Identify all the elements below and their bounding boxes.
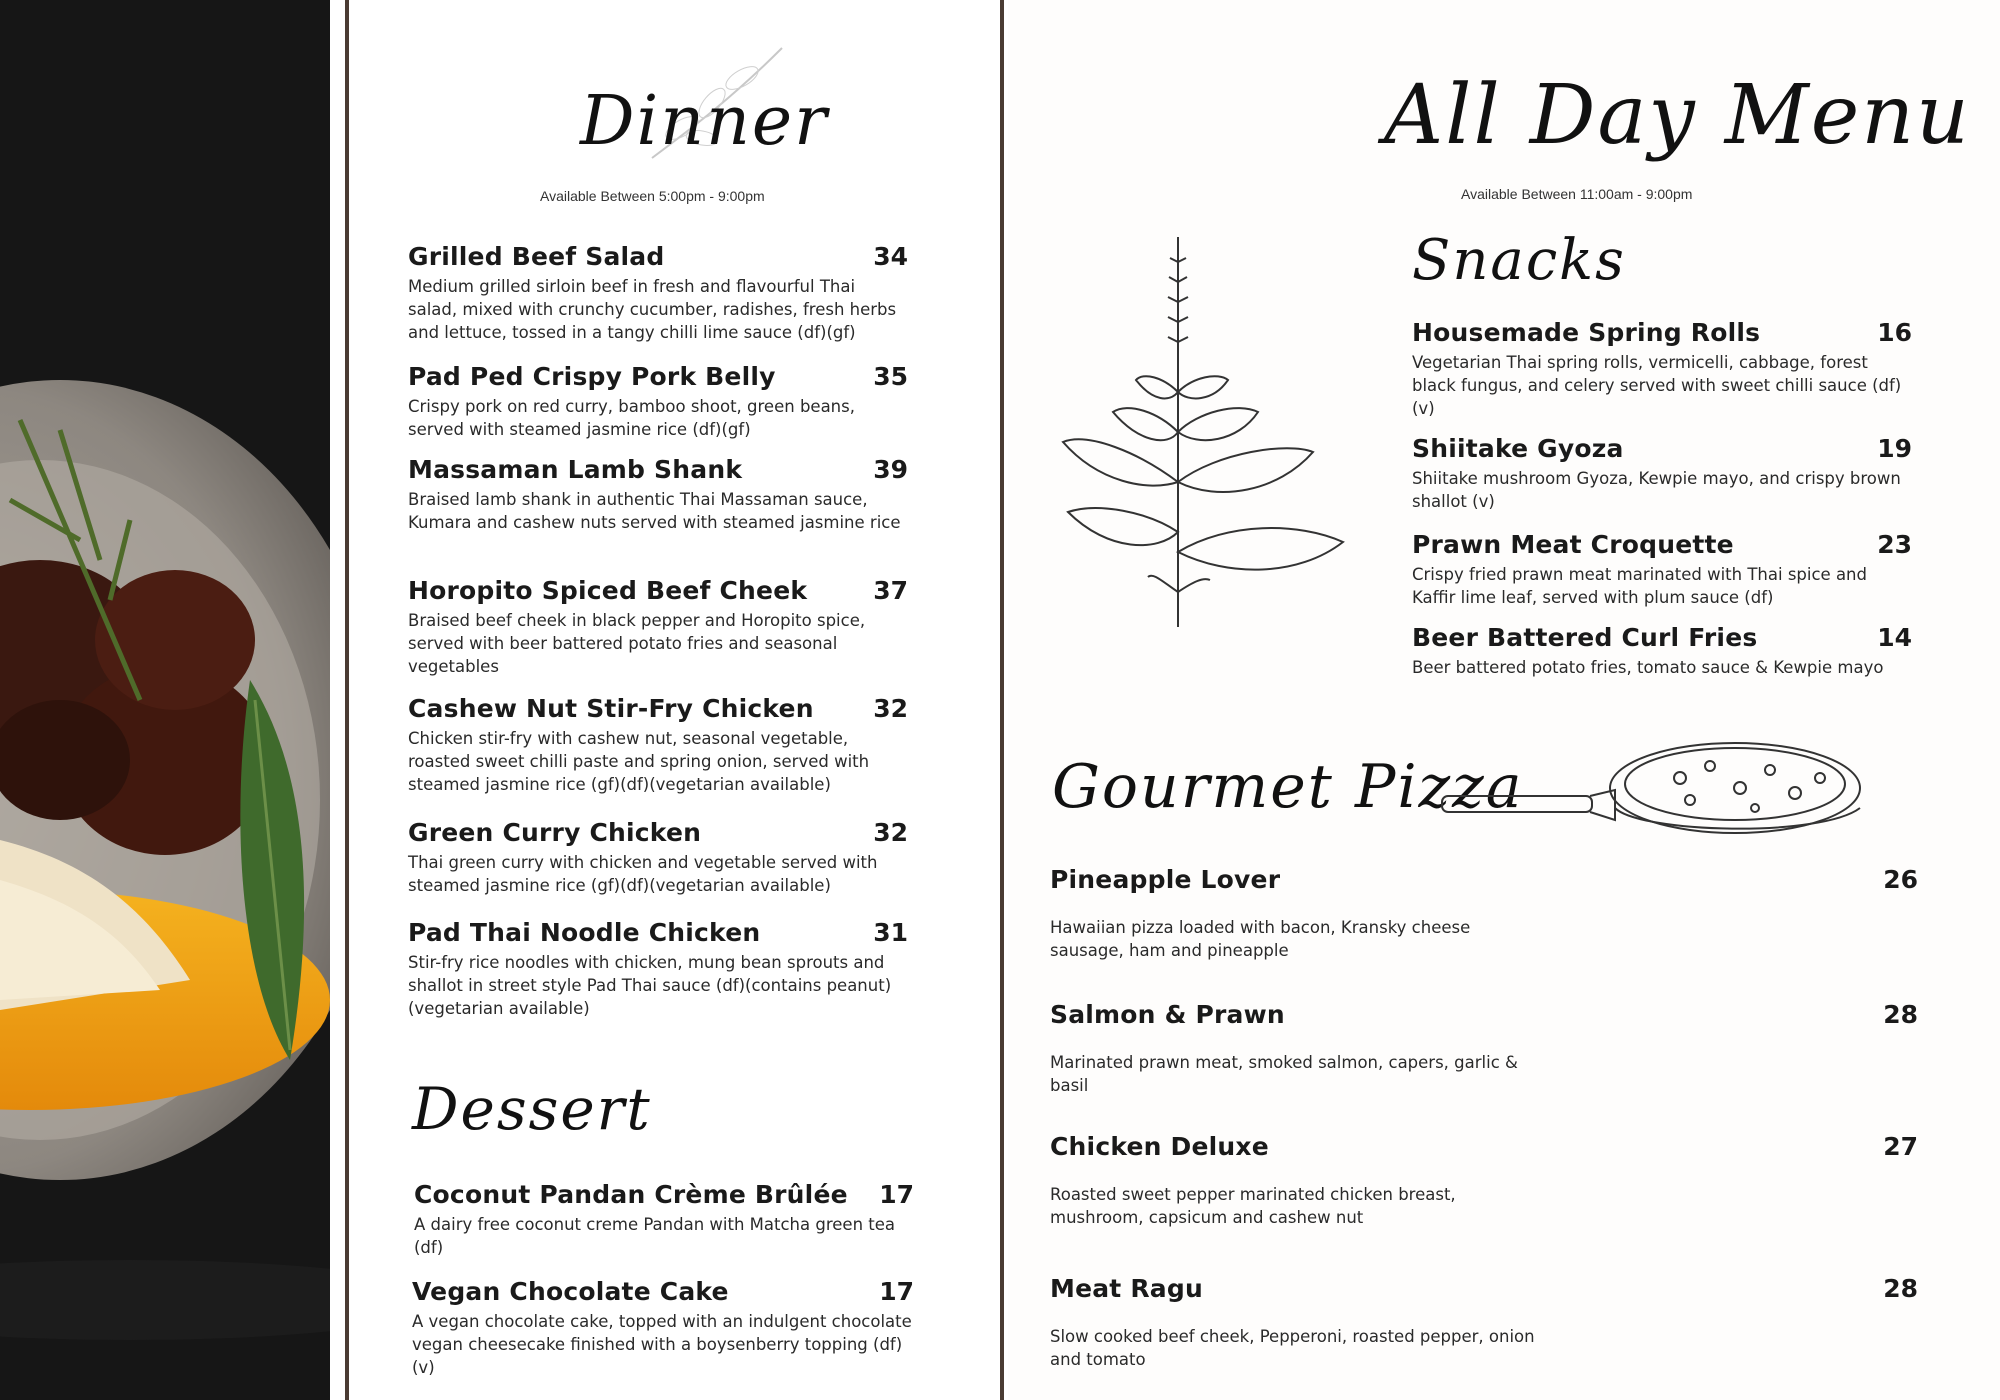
item-price: 28 <box>1883 1274 1918 1303</box>
menu-item <box>1412 434 1912 513</box>
center-divider <box>1000 0 1004 1400</box>
item-price: 32 <box>873 694 908 723</box>
item-name: Prawn Meat Croquette <box>1412 530 1734 559</box>
item-description: Thai green curry with chicken and vegetable served with steamed jasmine rice (gf)(df)(vegetarian available) <box>408 853 878 895</box>
item-description: Crispy pork on red curry, bamboo shoot, green beans, served with steamed jasmine rice (df)(gf) <box>408 397 855 439</box>
dinner-panel <box>352 0 1000 1400</box>
menu-item <box>1412 623 1912 679</box>
item-name: Housemade Spring Rolls <box>1412 318 1761 347</box>
menu-item <box>1050 1274 1918 1371</box>
dessert-title: Dessert <box>412 1075 652 1143</box>
item-price: 27 <box>1883 1132 1918 1161</box>
menu-item <box>408 918 908 1020</box>
item-description: Braised lamb shank in authentic Thai Massaman sauce, Kumara and cashew nuts served with steamed jasmine rice <box>408 490 901 532</box>
all-day-panel <box>1008 0 2000 1400</box>
menu-item <box>414 1180 914 1259</box>
item-name: Pad Thai Noodle Chicken <box>408 918 761 947</box>
all-day-availability: Available Between 11:00am - 9:00pm <box>1461 186 1693 202</box>
item-price: 28 <box>1883 1000 1918 1029</box>
food-photo <box>0 0 330 1400</box>
item-name: Vegan Chocolate Cake <box>412 1277 729 1306</box>
item-name: Massaman Lamb Shank <box>408 455 743 484</box>
item-description: Crispy fried prawn meat marinated with Thai spice and Kaffir lime leaf, served with plum sauce (df) <box>1412 565 1867 607</box>
menu-item <box>408 242 908 344</box>
item-description: Medium grilled sirloin beef in fresh and flavourful Thai salad, mixed with crunchy cucumber, radishes, fresh herbs and lettuce, tossed in a tangy chilli lime sauce (df)(gf) <box>408 277 897 342</box>
menu-item <box>408 694 908 796</box>
item-description: Hawaiian pizza loaded with bacon, Kransky cheese sausage, ham and pineapple <box>1050 918 1471 960</box>
item-description: A dairy free coconut creme Pandan with Matcha green tea (df) <box>414 1215 895 1257</box>
menu-item <box>408 362 908 441</box>
item-name: Grilled Beef Salad <box>408 242 665 271</box>
beef-cheek-dish-illustration <box>0 0 330 1400</box>
item-price: 39 <box>873 455 908 484</box>
item-price: 34 <box>873 242 908 271</box>
item-description: Braised beef cheek in black pepper and Horopito spice, served with beer battered potato fries and seasonal vegetables <box>408 611 866 676</box>
item-description: Roasted sweet pepper marinated chicken breast, mushroom, capsicum and cashew nut <box>1050 1185 1456 1227</box>
item-name: Green Curry Chicken <box>408 818 702 847</box>
dinner-title: Dinner <box>580 82 829 161</box>
item-description: Shiitake mushroom Gyoza, Kewpie mayo, and crispy brown shallot (v) <box>1412 469 1901 511</box>
item-description: Vegetarian Thai spring rolls, vermicelli, cabbage, forest black fungus, and celery served with sweet chilli sauce (df) (v) <box>1412 353 1902 418</box>
menu-item <box>412 1277 914 1379</box>
item-price: 32 <box>873 818 908 847</box>
item-name: Meat Ragu <box>1050 1274 1203 1303</box>
dinner-availability: Available Between 5:00pm - 9:00pm <box>540 188 765 204</box>
left-divider <box>345 0 349 1400</box>
menu-item <box>1412 318 1912 420</box>
item-description: Marinated prawn meat, smoked salmon, capers, garlic & basil <box>1050 1053 1518 1095</box>
item-description: Stir-fry rice noodles with chicken, mung bean sprouts and shallot in street style Pad Thai sauce (df)(contains peanut)(vegetarian available) <box>408 953 892 1018</box>
item-name: Cashew Nut Stir-Fry Chicken <box>408 694 814 723</box>
menu-item <box>408 576 908 678</box>
item-price: 16 <box>1877 318 1912 347</box>
item-name: Beer Battered Curl Fries <box>1412 623 1758 652</box>
item-name: Shiitake Gyoza <box>1412 434 1624 463</box>
item-description: Beer battered potato fries, tomato sauce & Kewpie mayo <box>1412 658 1884 677</box>
menu-item <box>1050 1132 1918 1229</box>
snacks-title: Snacks <box>1412 228 1626 293</box>
item-description: Chicken stir-fry with cashew nut, seasonal vegetable, roasted sweet chilli paste and spring onion, served with steamed jasmine rice (gf)(df)(vegetarian available) <box>408 729 870 794</box>
menu-item <box>408 818 908 897</box>
all-day-title: All Day Menu <box>1384 68 1971 163</box>
item-price: 26 <box>1883 865 1918 894</box>
item-price: 17 <box>879 1277 914 1306</box>
item-description: Slow cooked beef cheek, Pepperoni, roasted pepper, onion and tomato <box>1050 1327 1535 1369</box>
item-price: 37 <box>873 576 908 605</box>
item-description: A vegan chocolate cake, topped with an indulgent chocolate vegan cheesecake finished with a boysenberry topping (df)(v) <box>412 1312 912 1377</box>
item-name: Coconut Pandan Crème Brûlée <box>414 1180 848 1209</box>
item-name: Salmon & Prawn <box>1050 1000 1285 1029</box>
item-price: 31 <box>873 918 908 947</box>
basil-plant-illustration-icon <box>1058 232 1348 632</box>
item-name: Horopito Spiced Beef Cheek <box>408 576 808 605</box>
item-name: Pad Ped Crispy Pork Belly <box>408 362 776 391</box>
item-price: 14 <box>1877 623 1912 652</box>
gourmet-pizza-title: Gourmet Pizza <box>1052 752 1524 822</box>
item-price: 23 <box>1877 530 1912 559</box>
menu-item <box>1050 865 1918 962</box>
menu-item <box>1412 530 1912 609</box>
item-price: 19 <box>1877 434 1912 463</box>
item-price: 35 <box>873 362 908 391</box>
item-price: 17 <box>879 1180 914 1209</box>
item-name: Pineapple Lover <box>1050 865 1281 894</box>
item-name: Chicken Deluxe <box>1050 1132 1269 1161</box>
menu-item <box>408 455 908 534</box>
menu-item <box>1050 1000 1918 1097</box>
pizza-peel-illustration-icon <box>1440 738 1870 843</box>
